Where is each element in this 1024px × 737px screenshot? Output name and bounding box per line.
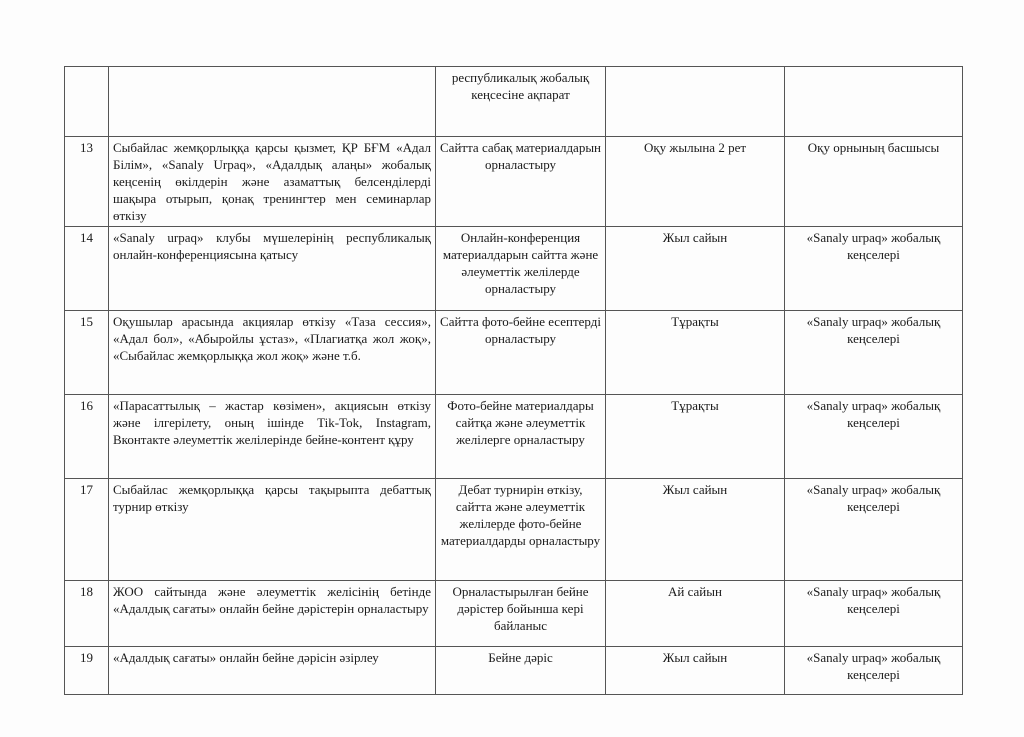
event-cell: Оқушылар арасында акциялар өткізу «Таза сессия», «Адал бол», «Абыройлы ұстаз», «Плагиатқа жол жоқ», «Сыбайлас жемқорлыққа жол жоқ» және т.б. — [109, 311, 436, 395]
responsible-cell: «Sanaly urpaq» жобалық кеңселері — [785, 395, 963, 479]
form-cell: Сайтта фото-бейне есептерді орналастыру — [436, 311, 606, 395]
term-cell — [606, 67, 785, 137]
event-cell: Сыбайлас жемқорлыққа қарсы тақырыпта дебаттық турнир өткізу — [109, 479, 436, 581]
responsible-cell: «Sanaly urpaq» жобалық кеңселері — [785, 479, 963, 581]
table-row — [65, 647, 963, 695]
responsible-cell: «Sanaly urpaq» жобалық кеңселері — [785, 647, 963, 695]
event-cell — [109, 67, 436, 137]
term-cell: Жыл сайын — [606, 227, 785, 311]
term-cell: Тұрақты — [606, 395, 785, 479]
table-row — [65, 67, 963, 137]
event-cell: «Парасаттылық – жастар көзімен», акциясын өткізу және ілгерілету, оның ішінде Tik-Tok, Instagram, Вконтакте әлеуметтік желілерінде бейне-контент құру — [109, 395, 436, 479]
term-cell: Ай сайын — [606, 581, 785, 647]
row-number: 14 — [65, 227, 109, 311]
responsible-cell: «Sanaly urpaq» жобалық кеңселері — [785, 227, 963, 311]
table-row — [65, 311, 963, 395]
table-row — [65, 227, 963, 311]
responsible-cell: «Sanaly urpaq» жобалық кеңселері — [785, 311, 963, 395]
term-cell: Жыл сайын — [606, 479, 785, 581]
term-cell: Тұрақты — [606, 311, 785, 395]
row-number: 19 — [65, 647, 109, 695]
action-plan-table — [64, 66, 963, 695]
form-cell: Бейне дәріс — [436, 647, 606, 695]
table-row — [65, 479, 963, 581]
row-number: 17 — [65, 479, 109, 581]
table-row — [65, 137, 963, 227]
row-number: 16 — [65, 395, 109, 479]
form-cell: Орналастырылған бейне дәрістер бойынша кері байланыс — [436, 581, 606, 647]
form-cell: Сайтта сабақ материалдарын орналастыру — [436, 137, 606, 227]
event-cell: «Адалдық сағаты» онлайн бейне дәрісін әзірлеу — [109, 647, 436, 695]
responsible-cell: Оқу орнының басшысы — [785, 137, 963, 227]
table-row — [65, 395, 963, 479]
form-cell: Фото-бейне материалдары сайтқа және әлеуметтік желілерге орналастыру — [436, 395, 606, 479]
responsible-cell — [785, 67, 963, 137]
term-cell: Оқу жылына 2 рет — [606, 137, 785, 227]
form-cell: Онлайн-конференция материалдарын сайтта және әлеуметтік желілерде орналастыру — [436, 227, 606, 311]
row-number: 15 — [65, 311, 109, 395]
row-number: 13 — [65, 137, 109, 227]
form-cell: Дебат турнирін өткізу, сайтта және әлеуметтік желілерде фото-бейне материалдарды орналастыру — [436, 479, 606, 581]
row-number — [65, 67, 109, 137]
responsible-cell: «Sanaly urpaq» жобалық кеңселері — [785, 581, 963, 647]
event-cell: «Sanaly urpaq» клубы мүшелерінің республикалық онлайн-конференциясына қатысу — [109, 227, 436, 311]
table-row — [65, 581, 963, 647]
term-cell: Жыл сайын — [606, 647, 785, 695]
event-cell: ЖОО сайтында және әлеуметтік желісінің бетінде «Адалдық сағаты» онлайн бейне дәрістерін орналастыру — [109, 581, 436, 647]
form-cell: республикалық жобалық кеңсесіне ақпарат — [436, 67, 606, 137]
row-number: 18 — [65, 581, 109, 647]
event-cell: Сыбайлас жемқорлыққа қарсы қызмет, ҚР БҒМ «Адал Білім», «Sanaly Urpaq», «Адалдық алаңы» жобалық кеңсенің өкілдерін және азаматтық белсенділерді шақыра отырып, қонақ тренингтер мен семинарлар өткізу — [109, 137, 436, 227]
